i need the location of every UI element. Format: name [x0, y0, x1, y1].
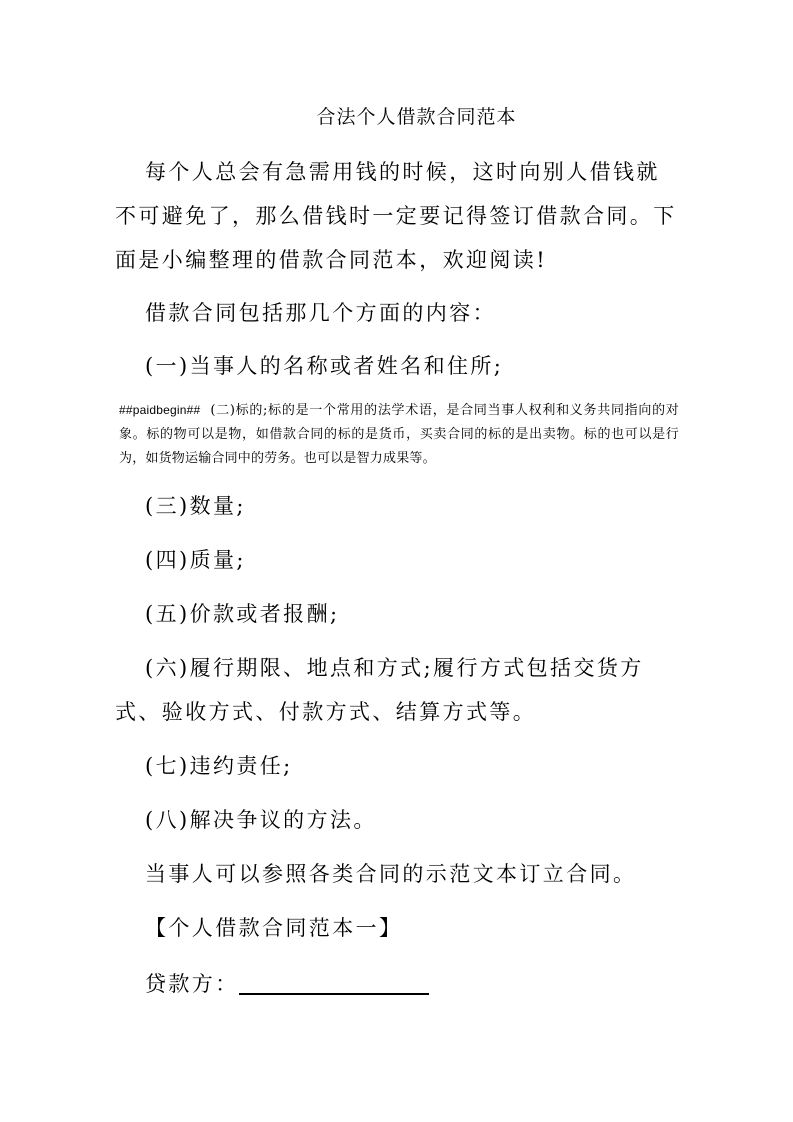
reference-note: 当事人可以参照各类合同的示范文本订立合同。 [145, 862, 637, 886]
contents-heading: 借款合同包括那几个方面的内容： [145, 301, 496, 325]
list-item-1: (一)当事人的名称或者姓名和住所; [145, 354, 504, 378]
list-item-6: (六)履行期限、地点和方式;履行方式包括交货方式、验收方式、付款方式、结算方式等。 [115, 656, 644, 724]
list-item-4: (四)质量; [145, 548, 246, 572]
lender-blank [239, 971, 429, 995]
list-item-5: (五)价款或者报酬; [145, 602, 340, 626]
intro-paragraph: 每个人总会有急需用钱的时候，这时向别人借钱就不可避免了，那么借钱时一定要记得签订借款合同。下面是小编整理的借款合同范本，欢迎阅读! [115, 160, 677, 272]
list-item-2: (二)标的;标的是一个常用的法学术语，是合同当事人权利和义务共同指向的对象。标的物可以是物，如借款合同的标的是货币，买卖合同的标的是出卖物。标的也可以是行为，如货物运输合同中的劳务。也可以是智力成果等。 [119, 403, 679, 466]
list-item-8: (八)解决争议的方法。 [145, 808, 377, 832]
list-item-3: (三)数量; [145, 494, 246, 518]
list-item-2-block [119, 398, 679, 471]
list-item-7: (七)违约责任; [145, 754, 293, 778]
document-title: 合法个人借款合同范本 [316, 106, 517, 128]
lender-label: 贷款方： [145, 972, 239, 996]
sample-heading: 【个人借款合同范本一】 [145, 916, 403, 940]
paid-marker: ##paidbegin## [119, 403, 201, 417]
lender-line [115, 962, 680, 1006]
